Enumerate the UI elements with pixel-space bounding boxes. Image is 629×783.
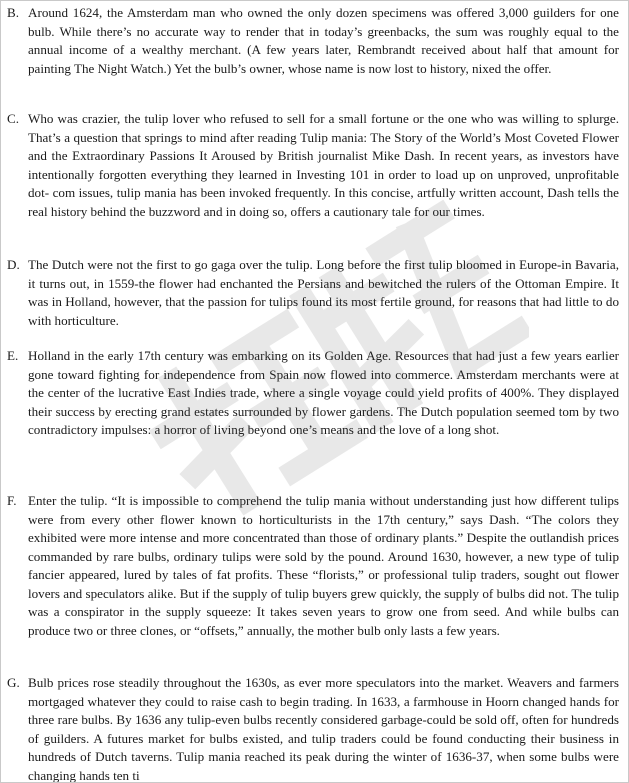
paragraph-g <box>7 674 619 783</box>
paragraph-text: Bulb prices rose steadily throughout the 1630s, as ever more speculators into the market. Weavers and farmers mortgaged whatever they could to raise cash to begin trading. In 1633, a farmhouse in Hoorn changed hands for three rare bulbs. By 1636 any tulip-even bulbs recently considered garbage-could be sold off, often for hundreds of guilders. A futures market for bulbs existed, and tulip traders could be found conducting their business in hundreds of Dutch taverns. Tulip mania reached its peak during the winter of 1636-37, when some bulbs were changing hands ten ti <box>28 675 619 783</box>
paragraph-b <box>7 4 619 78</box>
paragraph-text: Enter the tulip. “It is impossible to comprehend the tulip mania without understanding just how different tulips were from every other flower known to horticulturists in the 17th century,” says Dash. “The colors they exhibited were more intense and more concentrated than those of ordinary plants.” Despite the outlandish prices commanded by rare bulbs, ordinary tulips were sold by the pound. Around 1630, however, a new type of tulip fancier appeared, lured by tales of fat profits. These “florists,” or professional tulip traders, sought out flower lovers and speculators alike. But if the supply of tulip buyers grew quickly, the supply of bulbs did not. The tulip was a conspirator in the supply squeeze: It takes seven years to grow one from seed. And while bulbs can produce two or three clones, or “offsets,” annually, the mother bulb only lasts a few years. <box>28 493 619 638</box>
paragraph-letter: E. <box>7 348 19 363</box>
paragraph-letter: B. <box>7 5 20 20</box>
paragraph-letter: F. <box>7 493 17 508</box>
paragraph-text: Holland in the early 17th century was embarking on its Golden Age. Resources that had just a few years earlier gone toward fighting for independence from Spain now flowed into commerce. Amsterdam merchants were at the center of the lucrative East Indies trade, where a single voyage could yield profits of 400%. They displayed their success by erecting grand estates surrounded by flower gardens. The Dutch population seemed tom by two contradictory impulses: a horror of living beyond one’s means and the love of a long shot. <box>28 348 619 437</box>
paragraph-letter: C. <box>7 111 20 126</box>
paragraph-c <box>7 110 619 221</box>
paragraph-text: Who was crazier, the tulip lover who refused to sell for a small fortune or the one who was willing to splurge. That’s a question that springs to mind after reading Tulip mania: The Story of the World’s Most Coveted Flower and the Extraordinary Passions It Aroused by British journalist Mike Dash. In recent years, as investors have intentionally forgotten everything they learned in Investing 101 in order to load up on unproved, unprofitable dot- com issues, tulip mania has been invoked frequently. In this concise, artfully written account, Dash tells the real history behind the buzzword and in doing so, offers a cautionary tale for our times. <box>28 111 619 219</box>
paragraph-f <box>7 492 619 640</box>
paragraph-letter: G. <box>7 675 20 690</box>
paragraph-d <box>7 256 619 330</box>
paragraph-text: The Dutch were not the first to go gaga over the tulip. Long before the first tulip bloomed in Europe-in Bavaria, it turns out, in 1559-the flower had enchanted the Persians and bewitched the rulers of the Ottoman Empire. It was in Holland, however, that the passion for tulips found its most fertile ground, for reasons that had little to do with horticulture. <box>28 257 619 328</box>
paragraph-e <box>7 347 619 440</box>
paragraph-text: Around 1624, the Amsterdam man who owned the only dozen specimens was offered 3,000 guilders for one bulb. While there’s no accurate way to render that in today’s greenbacks, the sum was roughly equal to the annual income of a wealthy merchant. (A few years later, Rembrandt received about half that amount for painting The Night Watch.) Yet the bulb’s owner, whose name is now lost to history, nixed the offer. <box>28 5 619 76</box>
paragraph-letter: D. <box>7 257 20 272</box>
